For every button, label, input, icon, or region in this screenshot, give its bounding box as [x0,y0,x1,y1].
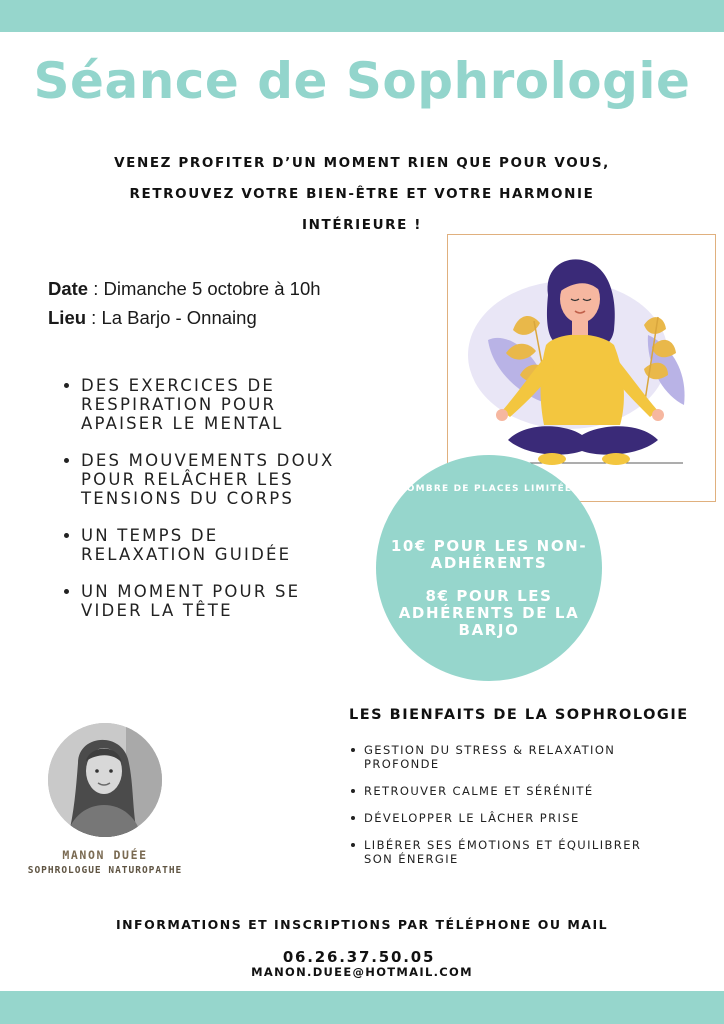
page-title: Séance de Sophrologie [33,52,691,110]
email-address: MANON.DUEE@HOTMAIL.COM [251,965,473,979]
intro-line: INTÉRIEURE ! [301,217,423,233]
pricing-badge [376,455,602,681]
price-non-members: 10€ POUR LES NON-ADHÉRENTS [390,537,588,572]
activity-item: UN TEMPS DE RELAXATION GUIDÉE [62,526,342,564]
benefit-item: LIBÉRER SES ÉMOTIONS ET ÉQUILIBRER SON ÉNERGIE [350,838,650,866]
practitioner-role: SOPHROLOGUE NATUROPATHE [27,865,183,876]
price-members: 8€ POUR LES ADHÉRENTS DE LA BARJO [398,587,580,639]
intro-line: VENEZ PROFITER D’UN MOMENT RIEN QUE POUR VOUS, [114,155,610,171]
contact-title: INFORMATIONS ET INSCRIPTIONS PAR TÉLÉPHONE OU MAIL [115,917,609,932]
benefits-list [350,743,650,879]
place-label: Lieu [48,307,87,328]
date-label: Date [48,278,89,299]
intro-text [90,148,634,241]
avatar [48,723,162,837]
phone-number: 06.26.37.50.05 [282,948,436,966]
places-note: NOMBRE DE PLACES LIMITÉES [398,484,580,494]
event-place [48,303,321,332]
event-details [48,274,321,332]
activity-item: DES EXERCICES DE RESPIRATION POUR APAISER LE MENTAL [62,376,342,433]
intro-line: RETROUVEZ VOTRE BIEN-ÊTRE ET VOTRE HARMONIE [129,186,595,202]
activities-list [62,376,342,638]
activity-item: UN MOMENT POUR SE VIDER LA TÊTE [62,582,342,620]
benefits-title: LES BIENFAITS DE LA SOPHROLOGIE [349,707,689,723]
activity-item: DES MOUVEMENTS DOUX POUR RELÂCHER LES TENSIONS DU CORPS [62,451,342,508]
date-value: : Dimanche 5 octobre à 10h [88,278,321,299]
portrait-photo [48,723,162,837]
place-value: : La Barjo - Onnaing [86,307,257,328]
event-date [48,274,321,303]
practitioner-name: MANON DUÉE [62,848,148,862]
bottom-accent-band [0,991,724,1024]
top-accent-band [0,0,724,32]
benefit-item: GESTION DU STRESS & RELAXATION PROFONDE [350,743,650,771]
benefit-item: DÉVELOPPER LE LÂCHER PRISE [350,811,650,825]
benefit-item: RETROUVER CALME ET SÉRÉNITÉ [350,784,650,798]
